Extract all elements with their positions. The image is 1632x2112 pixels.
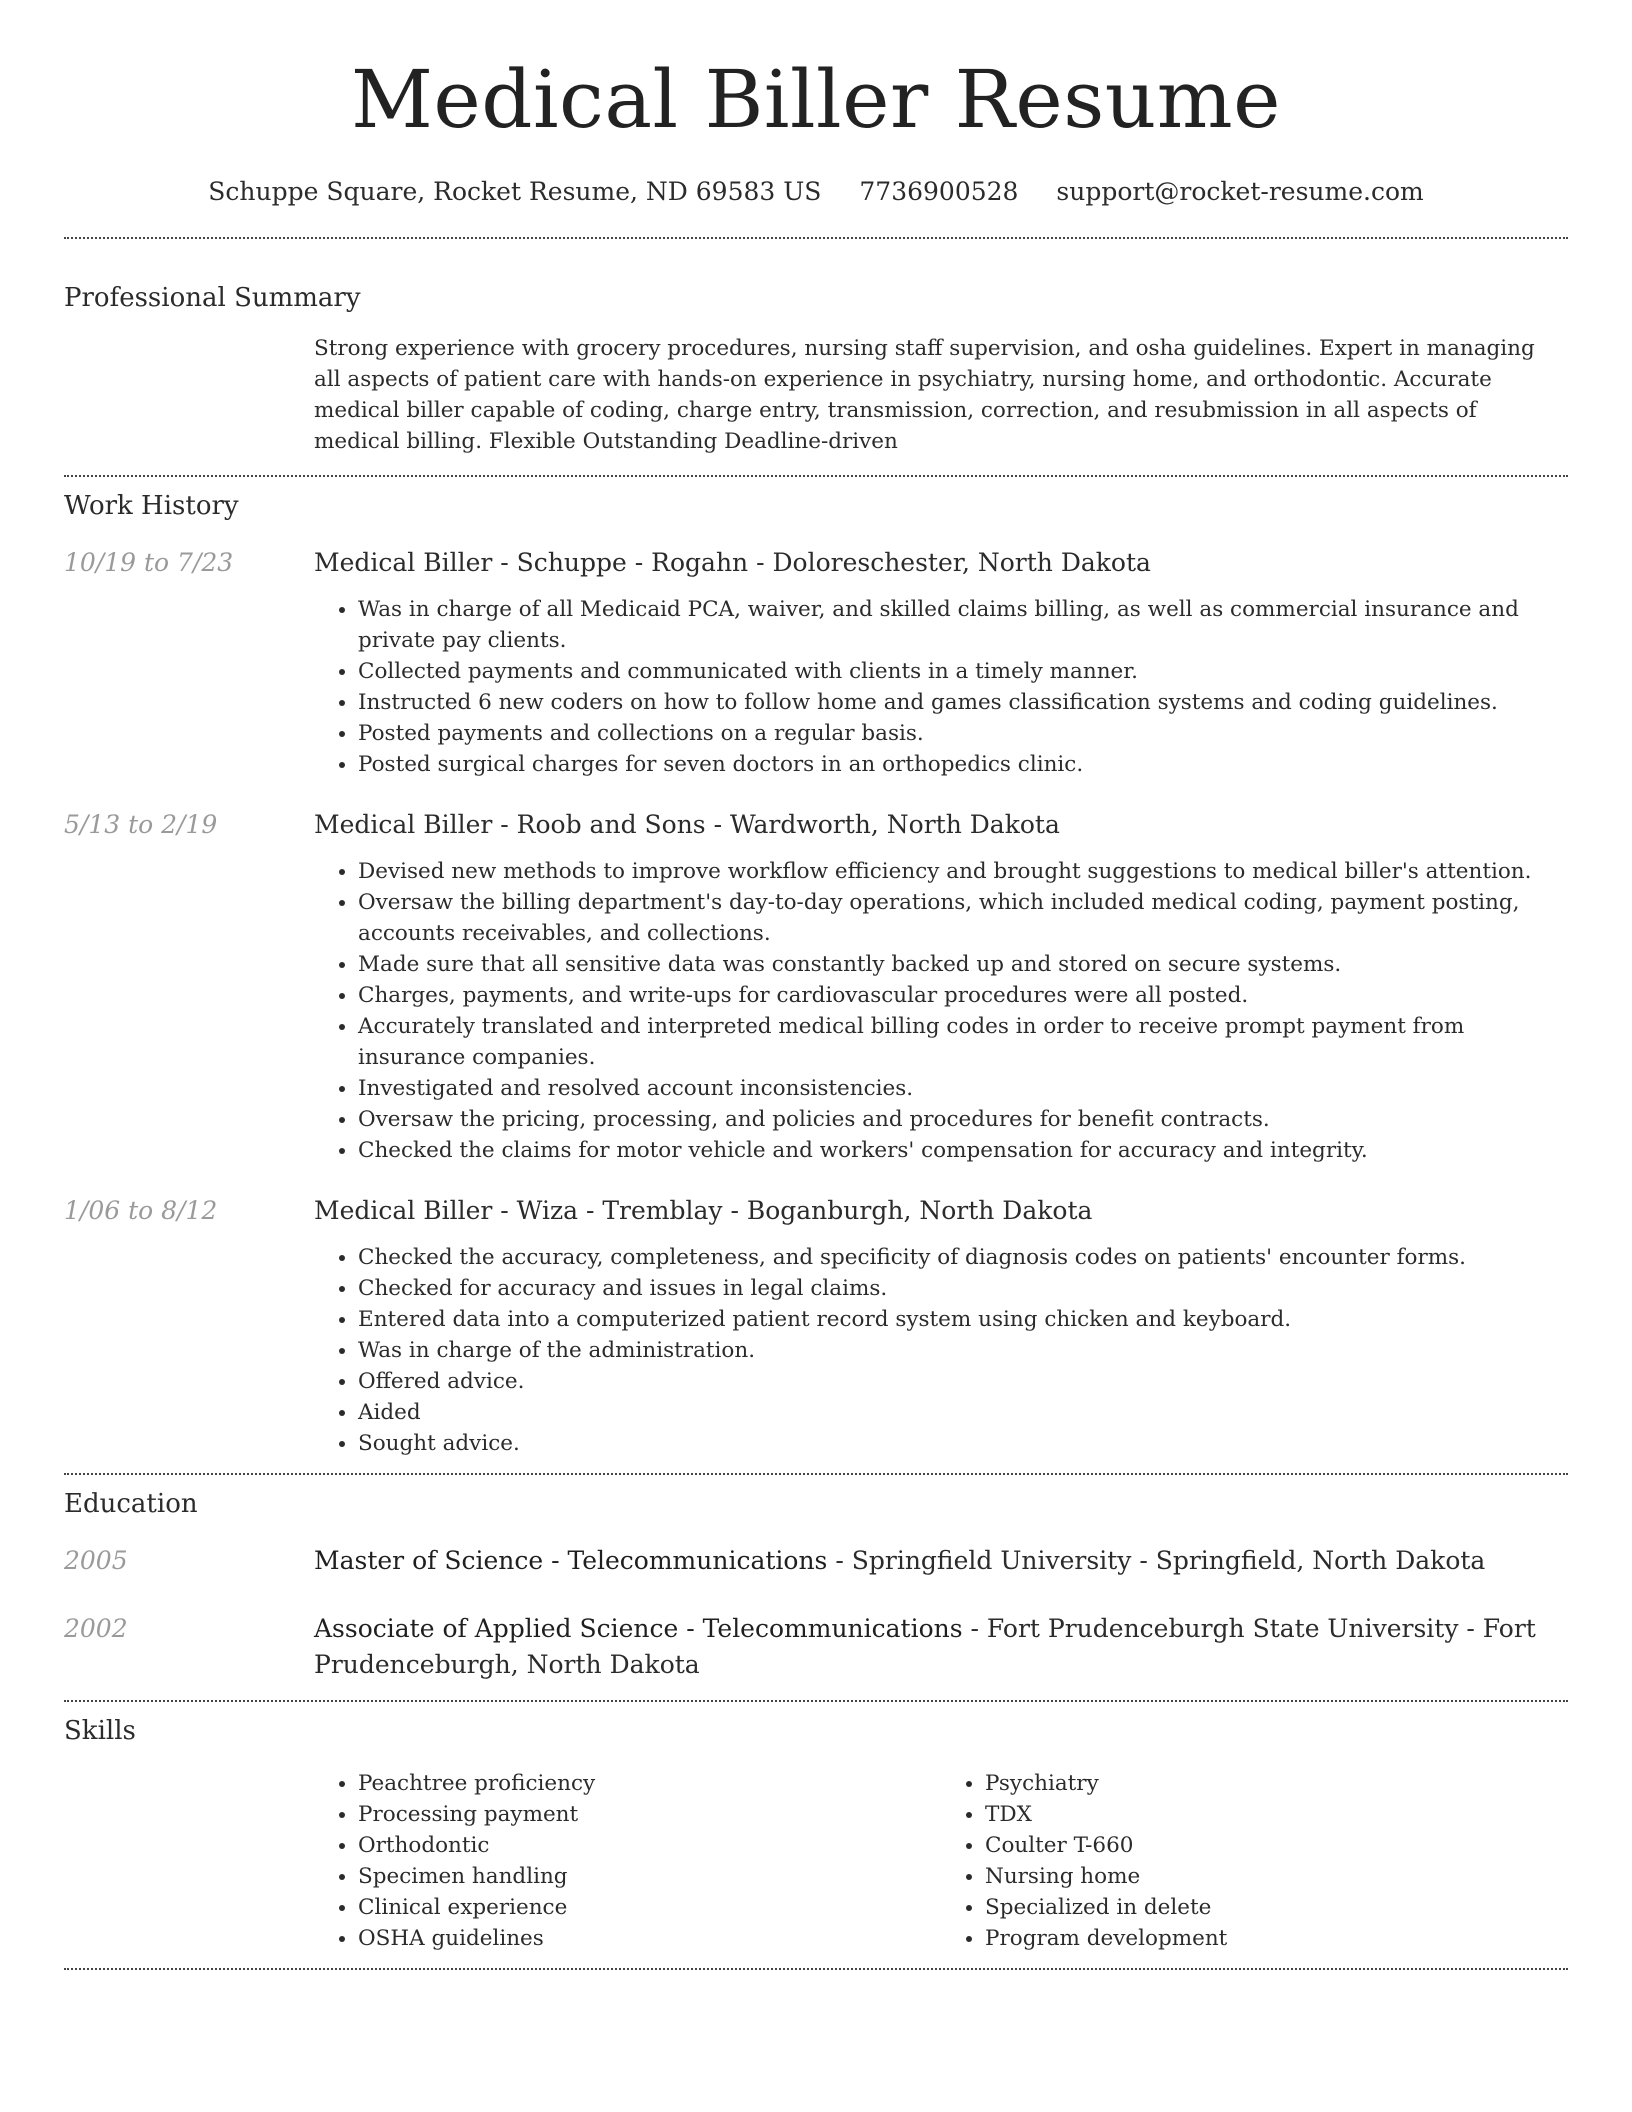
contact-line: [64, 176, 1568, 208]
list-item: • Checked the claims for motor vehicle and workers' compensation for accuracy and integrity.: [358, 1135, 1568, 1166]
contact-email: support@rocket-resume.com: [1056, 177, 1424, 206]
list-item: • Offered advice.: [358, 1366, 1568, 1397]
list-item: • Collected payments and communicated with clients in a timely manner.: [358, 656, 1568, 687]
list-item: • Aided: [358, 1397, 1568, 1428]
job-dates: 1/06 to 8/12: [64, 1196, 218, 1225]
list-item: • Nursing home: [985, 1861, 1568, 1892]
divider: [64, 1968, 1568, 1970]
list-item: • Accurately translated and interpreted medical billing codes in order to receive prompt payment from insurance companies.: [358, 1011, 1568, 1073]
job-entry: [64, 546, 1568, 780]
job-dates: 5/13 to 2/19: [64, 810, 218, 839]
list-item: • Psychiatry: [985, 1768, 1568, 1799]
list-item: • Specimen handling: [358, 1861, 941, 1892]
job-title: Medical Biller - Schuppe - Rogahn - Doloreschester, North Dakota: [314, 548, 1151, 577]
list-item: • Sought advice.: [358, 1428, 1568, 1459]
page-title: Medical Biller Resume: [351, 53, 1281, 146]
skills-section: [64, 1702, 1568, 1954]
section-heading: Professional Summary: [64, 283, 361, 313]
list-item: • OSHA guidelines: [358, 1923, 941, 1954]
job-bullets: [314, 856, 1568, 1166]
list-item: • Orthodontic: [358, 1830, 941, 1861]
list-item: • Clinical experience: [358, 1892, 941, 1923]
job-title: Medical Biller - Wiza - Tremblay - Boganburgh, North Dakota: [314, 1196, 1093, 1225]
skills-columns: [314, 1768, 1568, 1954]
list-item: • Checked for accuracy and issues in legal claims.: [358, 1273, 1568, 1304]
education-title: [314, 1543, 1568, 1579]
job-entry: [64, 808, 1568, 1166]
section-heading: Education: [64, 1489, 198, 1519]
section-heading: Skills: [64, 1716, 136, 1746]
education-title: [314, 1611, 1568, 1683]
job-bullets: [314, 1242, 1568, 1459]
list-item: • Was in charge of all Medicaid PCA, waiver, and skilled claims billing, as well as commercial insurance and private pay clients.: [358, 594, 1568, 656]
list-item: • Peachtree proficiency: [358, 1768, 941, 1799]
job-bullets: [314, 594, 1568, 780]
section-heading: Work History: [64, 491, 239, 521]
summary-section: [64, 239, 1568, 457]
job-entry: [64, 1194, 1568, 1459]
contact-phone: 7736900528: [859, 177, 1019, 206]
list-item: • Checked the accuracy, completeness, and specificity of diagnosis codes on patients' encounter forms.: [358, 1242, 1568, 1273]
education-degree: Master of Science - Telecommunications: [314, 1546, 828, 1575]
education-school: - Fort Prudenceburgh State University - Fort Prudenceburgh, North Dakota: [314, 1614, 1536, 1679]
skills-list-right: [941, 1768, 1568, 1954]
skills-spacer: [64, 1768, 314, 1954]
education-year: 2002: [64, 1614, 128, 1643]
list-item: • Was in charge of the administration.: [358, 1335, 1568, 1366]
education-entry: [64, 1611, 1568, 1683]
education-section: [64, 1475, 1568, 1683]
list-item: • Made sure that all sensitive data was constantly backed up and stored on secure systems.: [358, 949, 1568, 980]
list-item: • Investigated and resolved account inconsistencies.: [358, 1073, 1568, 1104]
skills-list-left: [314, 1768, 941, 1954]
list-item: • Entered data into a computerized patient record system using chicken and keyboard.: [358, 1304, 1568, 1335]
list-item: • Program development: [985, 1923, 1568, 1954]
education-degree: Associate of Applied Science - Telecommunications: [314, 1614, 963, 1643]
education-school: - Springfield University - Springfield, North Dakota: [827, 1546, 1486, 1575]
list-item: • Coulter T-660: [985, 1830, 1568, 1861]
summary-spacer: [64, 333, 314, 457]
list-item: • TDX: [985, 1799, 1568, 1830]
job-dates: 10/19 to 7/23: [64, 548, 234, 577]
list-item: • Oversaw the pricing, processing, and policies and procedures for benefit contracts.: [358, 1104, 1568, 1135]
education-entry: [64, 1543, 1568, 1579]
list-item: • Oversaw the billing department's day-to-day operations, which included medical coding, payment posting, accounts receivables, and collections.: [358, 887, 1568, 949]
list-item: • Instructed 6 new coders on how to follow home and games classification systems and coding guidelines.: [358, 687, 1568, 718]
list-item: • Devised new methods to improve workflow efficiency and brought suggestions to medical biller's attention.: [358, 856, 1568, 887]
work-history-section: [64, 477, 1568, 1459]
list-item: • Charges, payments, and write-ups for cardiovascular procedures were all posted.: [358, 980, 1568, 1011]
list-item: • Specialized in delete: [985, 1892, 1568, 1923]
list-item: • Processing payment: [358, 1799, 941, 1830]
contact-address: Schuppe Square, Rocket Resume, ND 69583 US: [208, 177, 822, 206]
education-year: 2005: [64, 1546, 128, 1575]
job-title: Medical Biller - Roob and Sons - Wardworth, North Dakota: [314, 810, 1060, 839]
list-item: • Posted payments and collections on a regular basis.: [358, 718, 1568, 749]
summary-text: Strong experience with grocery procedures, nursing staff supervision, and osha guidelines. Expert in managing all aspects of patient care with hands-on experience in psychiatry, nursing home, and orthodontic. Accurate medical biller capable of coding, charge entry, transmission, correction, and resubmission in all aspects of medical billing. Flexible Outstanding Deadline-driven: [314, 336, 1535, 454]
list-item: • Posted surgical charges for seven doctors in an orthopedics clinic.: [358, 749, 1568, 780]
